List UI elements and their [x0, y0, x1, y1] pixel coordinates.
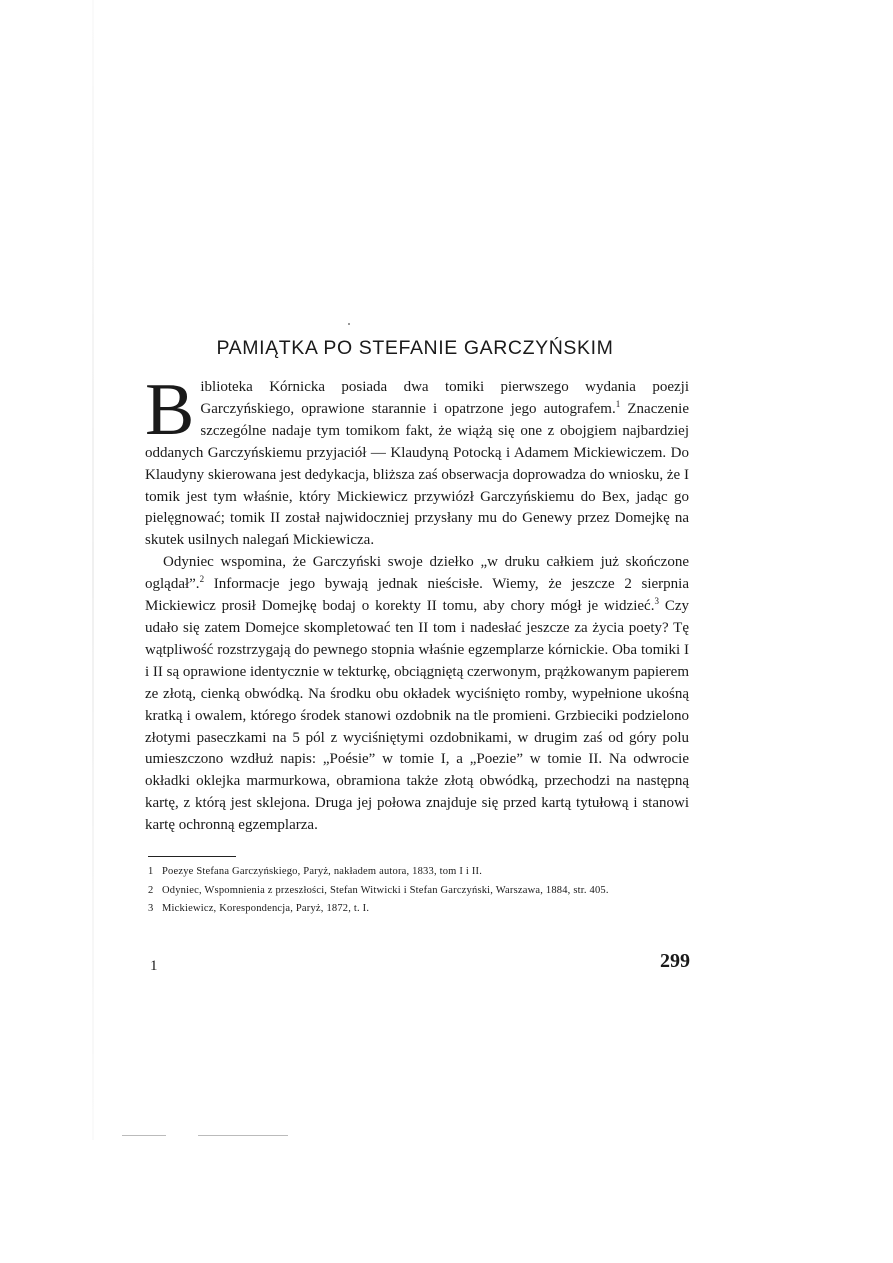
scan-mark-line — [122, 1135, 166, 1136]
footnote-text: Poezye Stefana Garczyńskiego, Paryż, nakładem autora, 1833, tom I i II. — [162, 866, 483, 877]
footnote-text: Odyniec, Wspomnienia z przeszłości, Stefan Witwicki i Stefan Garczyński, Warszawa, 1884, str. 405. — [162, 884, 609, 896]
paragraph-1-text: iblioteka Kórnicka posiada dwa tomiki pierwszego wydania poezji Garczyńskiego, oprawione starannie i opatrzone jego autografem. — [200, 379, 689, 417]
footnotes — [148, 863, 688, 919]
paragraph-2-text-continued: Informacje jego bywają jednak nieścisłe. Wiemy, że jeszcze 2 sierpnia Mickiewicz prosił Domejkę bodaj o korekty II tomu, aby chory mógł je widzieć. — [145, 576, 689, 615]
footnote-3 — [148, 900, 688, 919]
footnote-rule — [148, 856, 236, 857]
footnote-number: 2 — [148, 884, 154, 896]
signature-mark: 1 — [150, 958, 158, 974]
footnote-ref-2: 2 — [199, 574, 205, 585]
paragraph-2 — [145, 552, 689, 837]
paragraph-1-text-continued: Znaczenie szczególne nadaje tym tomikom fakt, że wiążą się one z obojgiem najbardziej oddanych Garczyńskiemu przyjaciół — Klaudyną Potocką i Adamem Mickiewiczem. Do Klaudyny skierowana jest dedykacja, bliższa zaś obserwacja doprowadza do wniosku, że I tomik jest tym właśnie, który Mickiewicz przywiózł Garczyńskiemu do Bex, jadąc go pielęgnować; tomik II został najwidoczniej przysłany mu do Genewy przez Domejkę na skutek usilnych nalegań Mickiewicza. — [145, 400, 690, 549]
paragraph-2-text: Odyniec wspomina, że Garczyński swoje dziełko „w druku całkiem już skończone oglądał”. — [145, 554, 689, 593]
footnote-ref-1: 1 — [615, 398, 621, 409]
scan-shadow — [92, 0, 94, 1140]
footnote-text: Mickiewicz, Korespondencja, Paryż, 1872, t. I. — [162, 903, 370, 914]
page-title: PAMIĄTKA PO STEFANIE GARCZYŃSKIM — [216, 337, 614, 359]
footnote-number: 3 — [148, 903, 154, 914]
paragraph-1 — [145, 369, 690, 552]
scan-mark-line — [198, 1135, 288, 1136]
page-number: 299 — [660, 950, 690, 972]
footnote-ref-3: 3 — [654, 596, 659, 607]
body-text — [145, 369, 690, 837]
footnote-1 — [148, 863, 688, 882]
footnote-number: 1 — [148, 866, 154, 877]
paragraph-2-text-final: Czy udało się zatem Domejce skompletować ten II tom i nadesłać jeszcze za życia poety? Tę wątpliwość rozstrzygają do pewnego stopnia właśnie egzemplarze kórnickie. Oba tomiki I i II są oprawione identycznie w tekturkę, obciągniętą czerwonym, prążkowanym papierem ze złotą, cienką obwódką. Na środku obu okładek wyciśnięto romby, wypełnione ukośną kratką i owalem, którego środek stanowi ozdobnik na tle promieni. Grzbieciki podzielono złotymi paseczkami na 5 pól z wyciśniętymi ozdobnikami, w drugim zaś od góry polu umieszczono wzdłuż napis: „Poésie” w tomie I, a „Poezie” w tomie II. Na odwrocie okładki oklejka marmurkowa, obramiona także złotą obwódką, przechodzi na następną kartę, z którą jest sklejona. Druga jej połowa znajduje się przed kartą tytułową i stanowi kartę ochronną egzemplarza. — [145, 598, 689, 834]
footnote-2 — [148, 882, 688, 901]
scan-speck — [348, 323, 350, 325]
drop-cap: B — [145, 369, 195, 451]
